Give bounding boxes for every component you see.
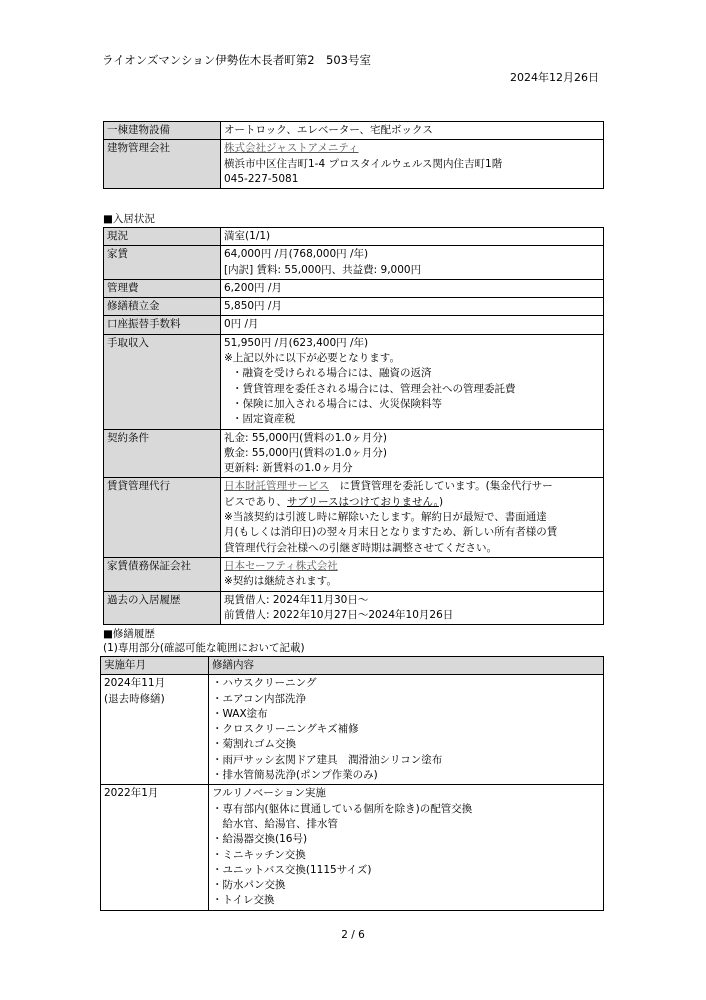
table-row	[104, 429, 604, 478]
page-number: 2 / 6	[341, 929, 365, 941]
management-phone: 045-227-5081	[224, 172, 299, 185]
table-row	[104, 279, 604, 297]
guarantor-note: ※契約は継続されます。	[224, 575, 337, 588]
net-income-amount: 51,950円 /月(623,400円 /年)	[224, 336, 369, 349]
no-sublease-note: サブリースはつけておりません。	[287, 495, 439, 508]
label-rental-management: 賃貸管理代行	[104, 478, 221, 557]
header-date: 実施年月	[101, 657, 209, 675]
label-net-income: 手取収入	[104, 334, 221, 429]
list-item: ・WAX塗布	[212, 707, 268, 720]
list-item: ・クロスクリーニングキズ補修	[212, 723, 359, 736]
list-item: フルリノベーション実施	[212, 787, 326, 800]
label-contract: 契約条件	[104, 429, 221, 478]
repair-date-value: 2022年1月	[104, 787, 159, 800]
contract-deposit: 敷金: 55,000円(賃料の1.0ヶ月分)	[224, 446, 388, 459]
contract-renewal-fee: 更新料: 新賃料の1.0ヶ月分	[224, 462, 353, 475]
list-item: 給水官、給湯官、排水管	[212, 817, 338, 830]
value-rental-management	[221, 478, 604, 557]
value-building-management	[221, 140, 604, 189]
value-tenant-history	[221, 591, 604, 625]
value-transfer-fee: 0円 /月	[221, 316, 604, 334]
building-table	[103, 121, 604, 189]
table-header-row	[101, 657, 604, 675]
label-management-fee: 管理費	[104, 279, 221, 297]
table-row	[104, 246, 604, 280]
label-transfer-fee: 口座振替手数料	[104, 316, 221, 334]
label-building-equipment: 一棟建物設備	[104, 122, 221, 140]
table-row	[104, 122, 604, 140]
management-company-link[interactable]: 株式会社ジャストアメニティ	[224, 142, 359, 155]
rental-management-company-link[interactable]: 日本財託管理サービス	[224, 480, 329, 493]
repair-date-value: 2024年11月	[104, 677, 166, 690]
value-building-equipment: オートロック、エレベーター、宅配ボックス	[221, 122, 604, 140]
list-item: ・賃貸管理を委任される場合には、管理会社への管理委託費	[232, 382, 516, 395]
list-item: ・雨戸サッシ玄関ドア建具 潤滑油シリコン塗布	[212, 753, 443, 766]
guarantor-company-link[interactable]: 日本セーフティ株式会社	[224, 559, 338, 572]
rental-management-text: )	[438, 495, 444, 508]
table-row	[104, 228, 604, 246]
list-item: ・排水管簡易洗浄(ポンプ作業のみ)	[212, 769, 378, 782]
document-title: ライオンズマンション伊勢佐木長者町第2 503号室	[102, 53, 371, 67]
header-content: 修繕内容	[209, 657, 604, 675]
repair-date	[101, 675, 209, 785]
list-item: ・菊割れゴム交換	[212, 738, 296, 751]
repair-subtitle: (1)専用部分(確認可能な範囲において記載)	[103, 642, 305, 654]
net-income-note: ※上記以外に以下が必要となります。	[224, 352, 400, 365]
rental-management-text: に賃貸管理を委託しています。(集金代行サー	[329, 480, 553, 493]
value-net-income	[221, 334, 604, 429]
repair-content	[209, 675, 604, 785]
label-repair-reserve: 修繕積立金	[104, 298, 221, 316]
value-management-fee: 6,200円 /月	[221, 279, 604, 297]
table-row	[104, 591, 604, 625]
rental-management-text: ビスであり、	[224, 495, 287, 508]
value-status: 満室(1/1)	[221, 228, 604, 246]
management-address: 横浜市中区住吉町1-4 プロスタイルウェルス関内住吉町1階	[224, 157, 503, 170]
list-item: ・エアコン内部洗浄	[212, 692, 306, 705]
rent-breakdown: [内訳] 賃料: 55,000円、共益費: 9,000円	[224, 263, 422, 276]
list-item: ・防水パン交換	[212, 879, 286, 892]
occupancy-section-title: ■入居状況	[103, 213, 155, 225]
contract-key-money: 礼金: 55,000円(賃料の1.0ヶ月分)	[224, 431, 388, 444]
list-item: ・ハウスクリーニング	[212, 677, 317, 690]
rent-amount: 64,000円 /月(768,000円 /年)	[224, 248, 369, 261]
repair-table	[100, 656, 604, 911]
list-item: ・ミニキッチン交換	[212, 848, 306, 861]
table-row	[104, 478, 604, 557]
list-item: ・専有部内(躯体に貫通している個所を除き)の配管交換	[212, 802, 473, 815]
label-building-management: 建物管理会社	[104, 140, 221, 189]
list-item: ・固定資産税	[232, 413, 295, 426]
label-rent: 家賃	[104, 246, 221, 280]
table-row	[104, 298, 604, 316]
list-item: ・融資を受けられる場合には、融資の返済	[232, 367, 432, 380]
label-status: 現況	[104, 228, 221, 246]
repair-section-title: ■修繕履歴	[103, 628, 155, 640]
label-tenant-history: 過去の入居履歴	[104, 591, 221, 625]
repair-date	[101, 785, 209, 910]
occupancy-table	[103, 227, 604, 625]
value-repair-reserve: 5,850円 /月	[221, 298, 604, 316]
repair-content	[209, 785, 604, 910]
rental-management-note: ※当該契約は引渡し時に解除いたします。解約日が最短で、書面通達	[224, 511, 547, 524]
table-row	[101, 675, 604, 785]
list-item: ・トイレ交換	[212, 894, 275, 907]
label-guarantor: 家賃債務保証会社	[104, 557, 221, 591]
rental-management-note: 貸管理代行会社様への引継ぎ時期は調整させてください。	[224, 541, 497, 554]
list-item: ・保険に加入される場合には、火災保険料等	[232, 397, 442, 410]
list-item: ・ユニットバス交換(1115サイズ)	[212, 863, 372, 876]
table-row	[104, 140, 604, 189]
value-contract	[221, 429, 604, 478]
repair-date-note: (退去時修繕)	[104, 692, 165, 705]
value-rent	[221, 246, 604, 280]
document-date: 2024年12月26日	[510, 71, 599, 84]
table-row	[104, 557, 604, 591]
list-item: ・給湯器交換(16号)	[212, 833, 308, 846]
table-row	[104, 334, 604, 429]
rental-management-note: 月(もしくは消印日)の翌々月末日となりますため、新しい所有者様の賃	[224, 526, 558, 539]
current-tenant: 現賃借人: 2024年11月30日～	[224, 593, 369, 606]
value-guarantor	[221, 557, 604, 591]
previous-tenant: 前賃借人: 2022年10月27日～2024年10月26日	[224, 608, 454, 621]
table-row	[104, 316, 604, 334]
table-row	[101, 785, 604, 910]
